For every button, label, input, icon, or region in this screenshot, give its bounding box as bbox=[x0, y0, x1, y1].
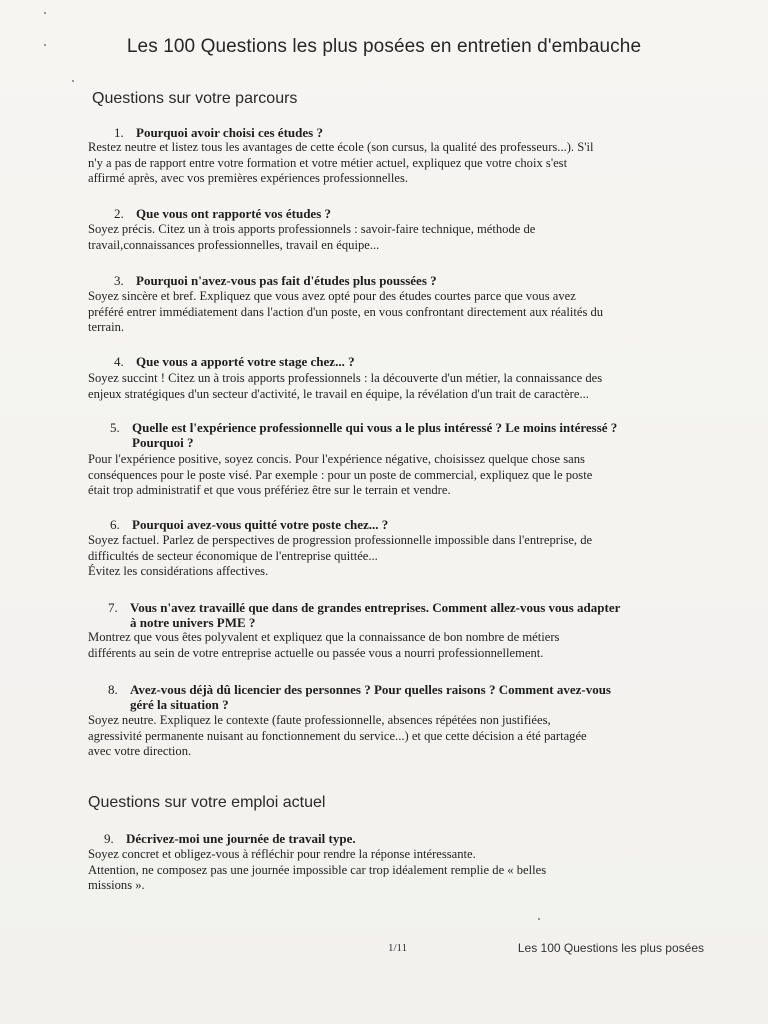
document-title: Les 100 Questions les plus posées en entretien d'embauche bbox=[126, 36, 642, 57]
answer-line: Pour l'expérience positive, soyez concis. Pour l'expérience négative, choisissez quelque chose sans bbox=[88, 452, 585, 466]
question-1 bbox=[114, 126, 323, 140]
answer-line: conséquences pour le poste visé. Par exemple : pour un poste de commercial, expliquez que le poste bbox=[88, 467, 593, 482]
answer-line: enjeux stratégiques d'un secteur d'activité, le travail en équipe, la révélation d'un trait de caractère... bbox=[88, 386, 589, 401]
answer-4 bbox=[88, 371, 710, 402]
scan-speck bbox=[44, 12, 46, 14]
question-6 bbox=[110, 518, 388, 532]
question-number: 8. bbox=[108, 682, 118, 697]
answer-line: Attention, ne composez pas une journée impossible car trop idéalement remplie de « belles bbox=[88, 862, 547, 877]
answer-line: Soyez succint ! Citez un à trois apports professionnels : la découverte d'un métier, la connaissance des bbox=[88, 371, 603, 385]
question-text: Avez-vous déjà dû licencier des personnes ? Pour quelles raisons ? Comment avez-vous bbox=[130, 682, 611, 697]
question-text: Vous n'avez travaillé que dans de grandes entreprises. Comment allez-vous vous adapter bbox=[130, 600, 621, 615]
question-number: 1. bbox=[114, 125, 124, 140]
answer-line: était trop administratif et que vous préfériez être sur le terrain et vendre. bbox=[88, 483, 451, 497]
answer-line: différents au sein de votre entreprise actuelle ou passée vous a nourri professionnellement. bbox=[88, 645, 544, 660]
answer-line: agressivité permanente nuisant au fonctionnement du service...) et que cette décision a été partagée bbox=[88, 728, 587, 743]
question-4 bbox=[114, 355, 355, 369]
answer-2 bbox=[88, 222, 710, 253]
section-heading-emploi-actuel: Questions sur votre emploi actuel bbox=[88, 794, 326, 811]
answer-5 bbox=[88, 452, 710, 499]
answer-8 bbox=[88, 713, 710, 760]
answer-1 bbox=[88, 140, 710, 187]
question-7-continued: à notre univers PME ? bbox=[130, 615, 256, 630]
question-number: 2. bbox=[114, 206, 124, 221]
answer-line: Montrez que vous êtes polyvalent et expliquez que la connaissance de bon nombre de métiers bbox=[88, 630, 560, 644]
question-8-continued: géré la situation ? bbox=[130, 697, 229, 712]
page-number: 1/11 bbox=[388, 942, 408, 954]
answer-line: avec votre direction. bbox=[88, 744, 192, 758]
question-text: Pourquoi n'avez-vous pas fait d'études plus poussées ? bbox=[136, 273, 437, 288]
answer-line: Soyez précis. Citez un à trois apports professionnels : savoir-faire technique, méthode de bbox=[88, 222, 536, 236]
answer-9 bbox=[88, 847, 710, 894]
question-number: 6. bbox=[110, 517, 120, 532]
answer-line: difficultés de secteur économique de l'entreprise quittée... bbox=[88, 548, 378, 563]
answer-line: Soyez concret et obligez-vous à réfléchir pour rendre la réponse intéressante. bbox=[88, 847, 476, 861]
answer-line: n'y a pas de rapport entre votre formation et votre métier actuel, expliquez que votre choix s'est bbox=[88, 155, 568, 170]
question-number: 3. bbox=[114, 273, 124, 288]
question-3 bbox=[114, 274, 437, 288]
question-text: Décrivez-moi une journée de travail type. bbox=[126, 831, 356, 846]
answer-line: Soyez neutre. Expliquez le contexte (faute professionnelle, absences répétées non justifiées, bbox=[88, 713, 551, 727]
answer-line: travail,connaissances professionnelles, travail en équipe... bbox=[88, 237, 380, 252]
scan-speck bbox=[538, 918, 540, 920]
answer-6 bbox=[88, 533, 710, 580]
answer-line: Restez neutre et listez tous les avantages de cette école (son cursus, la qualité des professeurs...). S'il bbox=[88, 140, 594, 154]
question-text: Quelle est l'expérience professionnelle qui vous a le plus intéressé ? Le moins intéressé ? bbox=[132, 420, 618, 435]
question-text: Que vous ont rapporté vos études ? bbox=[136, 206, 332, 221]
section-heading-parcours: Questions sur votre parcours bbox=[92, 90, 298, 107]
answer-line: missions ». bbox=[88, 878, 145, 892]
scan-speck bbox=[72, 80, 74, 82]
question-5 bbox=[110, 421, 617, 435]
question-number: 5. bbox=[110, 420, 120, 435]
question-text: Que vous a apporté votre stage chez... ? bbox=[136, 354, 355, 369]
question-7 bbox=[108, 601, 620, 615]
question-number: 9. bbox=[104, 831, 114, 846]
answer-line: terrain. bbox=[88, 320, 125, 334]
question-9 bbox=[104, 832, 356, 846]
question-number: 4. bbox=[114, 354, 124, 369]
answer-line: Soyez sincère et bref. Expliquez que vous avez opté pour des études courtes parce que vous avez bbox=[88, 289, 576, 303]
question-8 bbox=[108, 683, 611, 697]
answer-7 bbox=[88, 630, 710, 661]
question-text: Pourquoi avoir choisi ces études ? bbox=[136, 125, 323, 140]
answer-line: préféré entrer immédiatement dans l'action d'un poste, en vous confrontant directement aux réalités du bbox=[88, 304, 604, 319]
answer-3 bbox=[88, 289, 710, 336]
answer-line: Évitez les considérations affectives. bbox=[88, 564, 269, 578]
question-5-continued: Pourquoi ? bbox=[132, 435, 194, 450]
question-number: 7. bbox=[108, 600, 118, 615]
footer-title: Les 100 Questions les plus posées bbox=[517, 941, 704, 955]
answer-line: Soyez factuel. Parlez de perspectives de progression professionnelle impossible dans l'entreprise, de bbox=[88, 533, 593, 547]
question-2 bbox=[114, 207, 331, 221]
answer-line: affirmé après, avec vos premières expériences professionnelles. bbox=[88, 171, 409, 185]
question-text: Pourquoi avez-vous quitté votre poste chez... ? bbox=[132, 517, 389, 532]
